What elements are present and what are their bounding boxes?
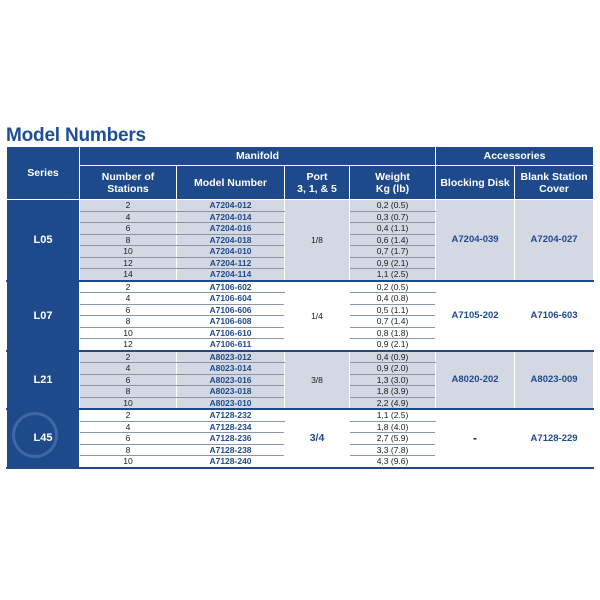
model-number-cell: A7204-114: [177, 269, 285, 281]
stations-header-line1: Number of: [101, 170, 155, 183]
port-header: [285, 166, 350, 200]
watermark-logo-icon: [12, 412, 58, 458]
stations-cell: 8: [80, 316, 177, 328]
blocking-disk-cell: A8020-202: [436, 351, 515, 410]
model-number-cell: A7204-012: [177, 200, 285, 212]
weight-header-line1: Weight: [375, 170, 410, 183]
model-number-cell: A7128-234: [177, 421, 285, 433]
table-row: [7, 200, 594, 212]
model-number-cell: A7106-602: [177, 281, 285, 293]
weight-cell: 1,8 (4.0): [350, 421, 436, 433]
weight-cell: 0,4 (1.1): [350, 223, 436, 235]
stations-cell: 10: [80, 456, 177, 468]
weight-cell: 0,9 (2.1): [350, 257, 436, 269]
model-number-cell: A7106-611: [177, 339, 285, 351]
blank-cover-cell: A7128-229: [515, 409, 594, 468]
stations-cell: 10: [80, 246, 177, 258]
stations-cell: 8: [80, 444, 177, 456]
series-label: L45: [7, 409, 80, 468]
blocking-disk-cell: -: [436, 409, 515, 468]
series-group-l21: [7, 351, 594, 410]
stations-cell: 4: [80, 421, 177, 433]
model-number-cell: A7106-610: [177, 327, 285, 339]
model-number-cell: A7128-236: [177, 433, 285, 445]
stations-cell: 12: [80, 339, 177, 351]
weight-cell: 1,3 (3.0): [350, 374, 436, 386]
stations-cell: 2: [80, 409, 177, 421]
port-size-cell: 1/4: [285, 281, 350, 351]
weight-cell: 0,7 (1.4): [350, 316, 436, 328]
stations-cell: 10: [80, 327, 177, 339]
model-number-cell: A8023-012: [177, 351, 285, 363]
model-number-cell: A7204-112: [177, 257, 285, 269]
stations-cell: 4: [80, 363, 177, 375]
weight-cell: 4,3 (9.6): [350, 456, 436, 468]
weight-cell: 0,3 (0.7): [350, 211, 436, 223]
blank-cover-cell: A7106-603: [515, 281, 594, 351]
weight-cell: 0,5 (1.1): [350, 304, 436, 316]
table-row: [7, 351, 594, 363]
blank-cover-header-line1: Blank Station: [520, 170, 588, 183]
stations-cell: 8: [80, 386, 177, 398]
stations-cell: 6: [80, 374, 177, 386]
weight-header-line2: Kg (lb): [375, 182, 410, 195]
port-size-cell: 3/8: [285, 351, 350, 410]
weight-header: [350, 166, 436, 200]
model-number-cell: A7204-018: [177, 234, 285, 246]
accessories-header: Accessories: [436, 147, 594, 166]
stations-cell: 6: [80, 223, 177, 235]
model-number-cell: A7106-606: [177, 304, 285, 316]
stations-cell: 10: [80, 397, 177, 409]
series-label: L21: [7, 351, 80, 410]
model-numbers-table: [6, 146, 594, 469]
stations-cell: 4: [80, 293, 177, 305]
model-number-cell: A8023-016: [177, 374, 285, 386]
series-group-l05: [7, 200, 594, 281]
weight-cell: 0,4 (0.9): [350, 351, 436, 363]
stations-header-line2: Stations: [107, 182, 149, 195]
table-row: [7, 281, 594, 293]
weight-cell: 3,3 (7.8): [350, 444, 436, 456]
port-size-cell: 3/4: [285, 409, 350, 468]
model-number-cell: A8023-014: [177, 363, 285, 375]
blank-cover-header-line2: Cover: [539, 182, 569, 195]
series-label: L07: [7, 281, 80, 351]
model-number-cell: A8023-018: [177, 386, 285, 398]
model-number-cell: A8023-010: [177, 397, 285, 409]
model-number-cell: A7106-604: [177, 293, 285, 305]
weight-cell: 0,2 (0.5): [350, 200, 436, 212]
model-number-cell: A7106-608: [177, 316, 285, 328]
model-number-cell: A7204-014: [177, 211, 285, 223]
series-header: Series: [7, 147, 80, 200]
weight-cell: 1,8 (3.9): [350, 386, 436, 398]
model-number-cell: A7128-240: [177, 456, 285, 468]
weight-cell: 0,2 (0.5): [350, 281, 436, 293]
stations-cell: 8: [80, 234, 177, 246]
table-header: [7, 147, 594, 200]
series-label: L05: [7, 200, 80, 281]
weight-cell: 2,7 (5.9): [350, 433, 436, 445]
weight-cell: 1,1 (2.5): [350, 409, 436, 421]
model-number-cell: A7204-010: [177, 246, 285, 258]
stations-cell: 6: [80, 433, 177, 445]
stations-cell: 4: [80, 211, 177, 223]
weight-cell: 0,7 (1.7): [350, 246, 436, 258]
blocking-disk-cell: A7105-202: [436, 281, 515, 351]
weight-cell: 0,6 (1.4): [350, 234, 436, 246]
stations-cell: 2: [80, 200, 177, 212]
model-number-header: Model Number: [177, 166, 285, 200]
model-number-cell: A7204-016: [177, 223, 285, 235]
blank-cover-header: [515, 166, 594, 200]
series-group-l45: [7, 409, 594, 468]
stations-cell: 6: [80, 304, 177, 316]
weight-cell: 0,8 (1.8): [350, 327, 436, 339]
stations-cell: 12: [80, 257, 177, 269]
table-row: [7, 409, 594, 421]
port-size-cell: 1/8: [285, 200, 350, 281]
stations-cell: 14: [80, 269, 177, 281]
weight-cell: 0,9 (2.0): [350, 363, 436, 375]
series-group-l07: [7, 281, 594, 351]
port-header-line2: 3, 1, & 5: [297, 182, 337, 195]
blocking-disk-header: Blocking Disk: [436, 166, 515, 200]
weight-cell: 1,1 (2.5): [350, 269, 436, 281]
weight-cell: 0,9 (2.1): [350, 339, 436, 351]
blank-cover-cell: A7204-027: [515, 200, 594, 281]
stations-cell: 2: [80, 351, 177, 363]
stations-header: [80, 166, 177, 200]
stations-cell: 2: [80, 281, 177, 293]
page-title: Model Numbers: [6, 125, 146, 146]
model-number-cell: A7128-238: [177, 444, 285, 456]
port-header-line1: Port: [306, 170, 328, 183]
blank-cover-cell: A8023-009: [515, 351, 594, 410]
model-number-cell: A7128-232: [177, 409, 285, 421]
weight-cell: 0,4 (0.8): [350, 293, 436, 305]
manifold-header: Manifold: [80, 147, 436, 166]
blocking-disk-cell: A7204-039: [436, 200, 515, 281]
weight-cell: 2,2 (4.9): [350, 397, 436, 409]
